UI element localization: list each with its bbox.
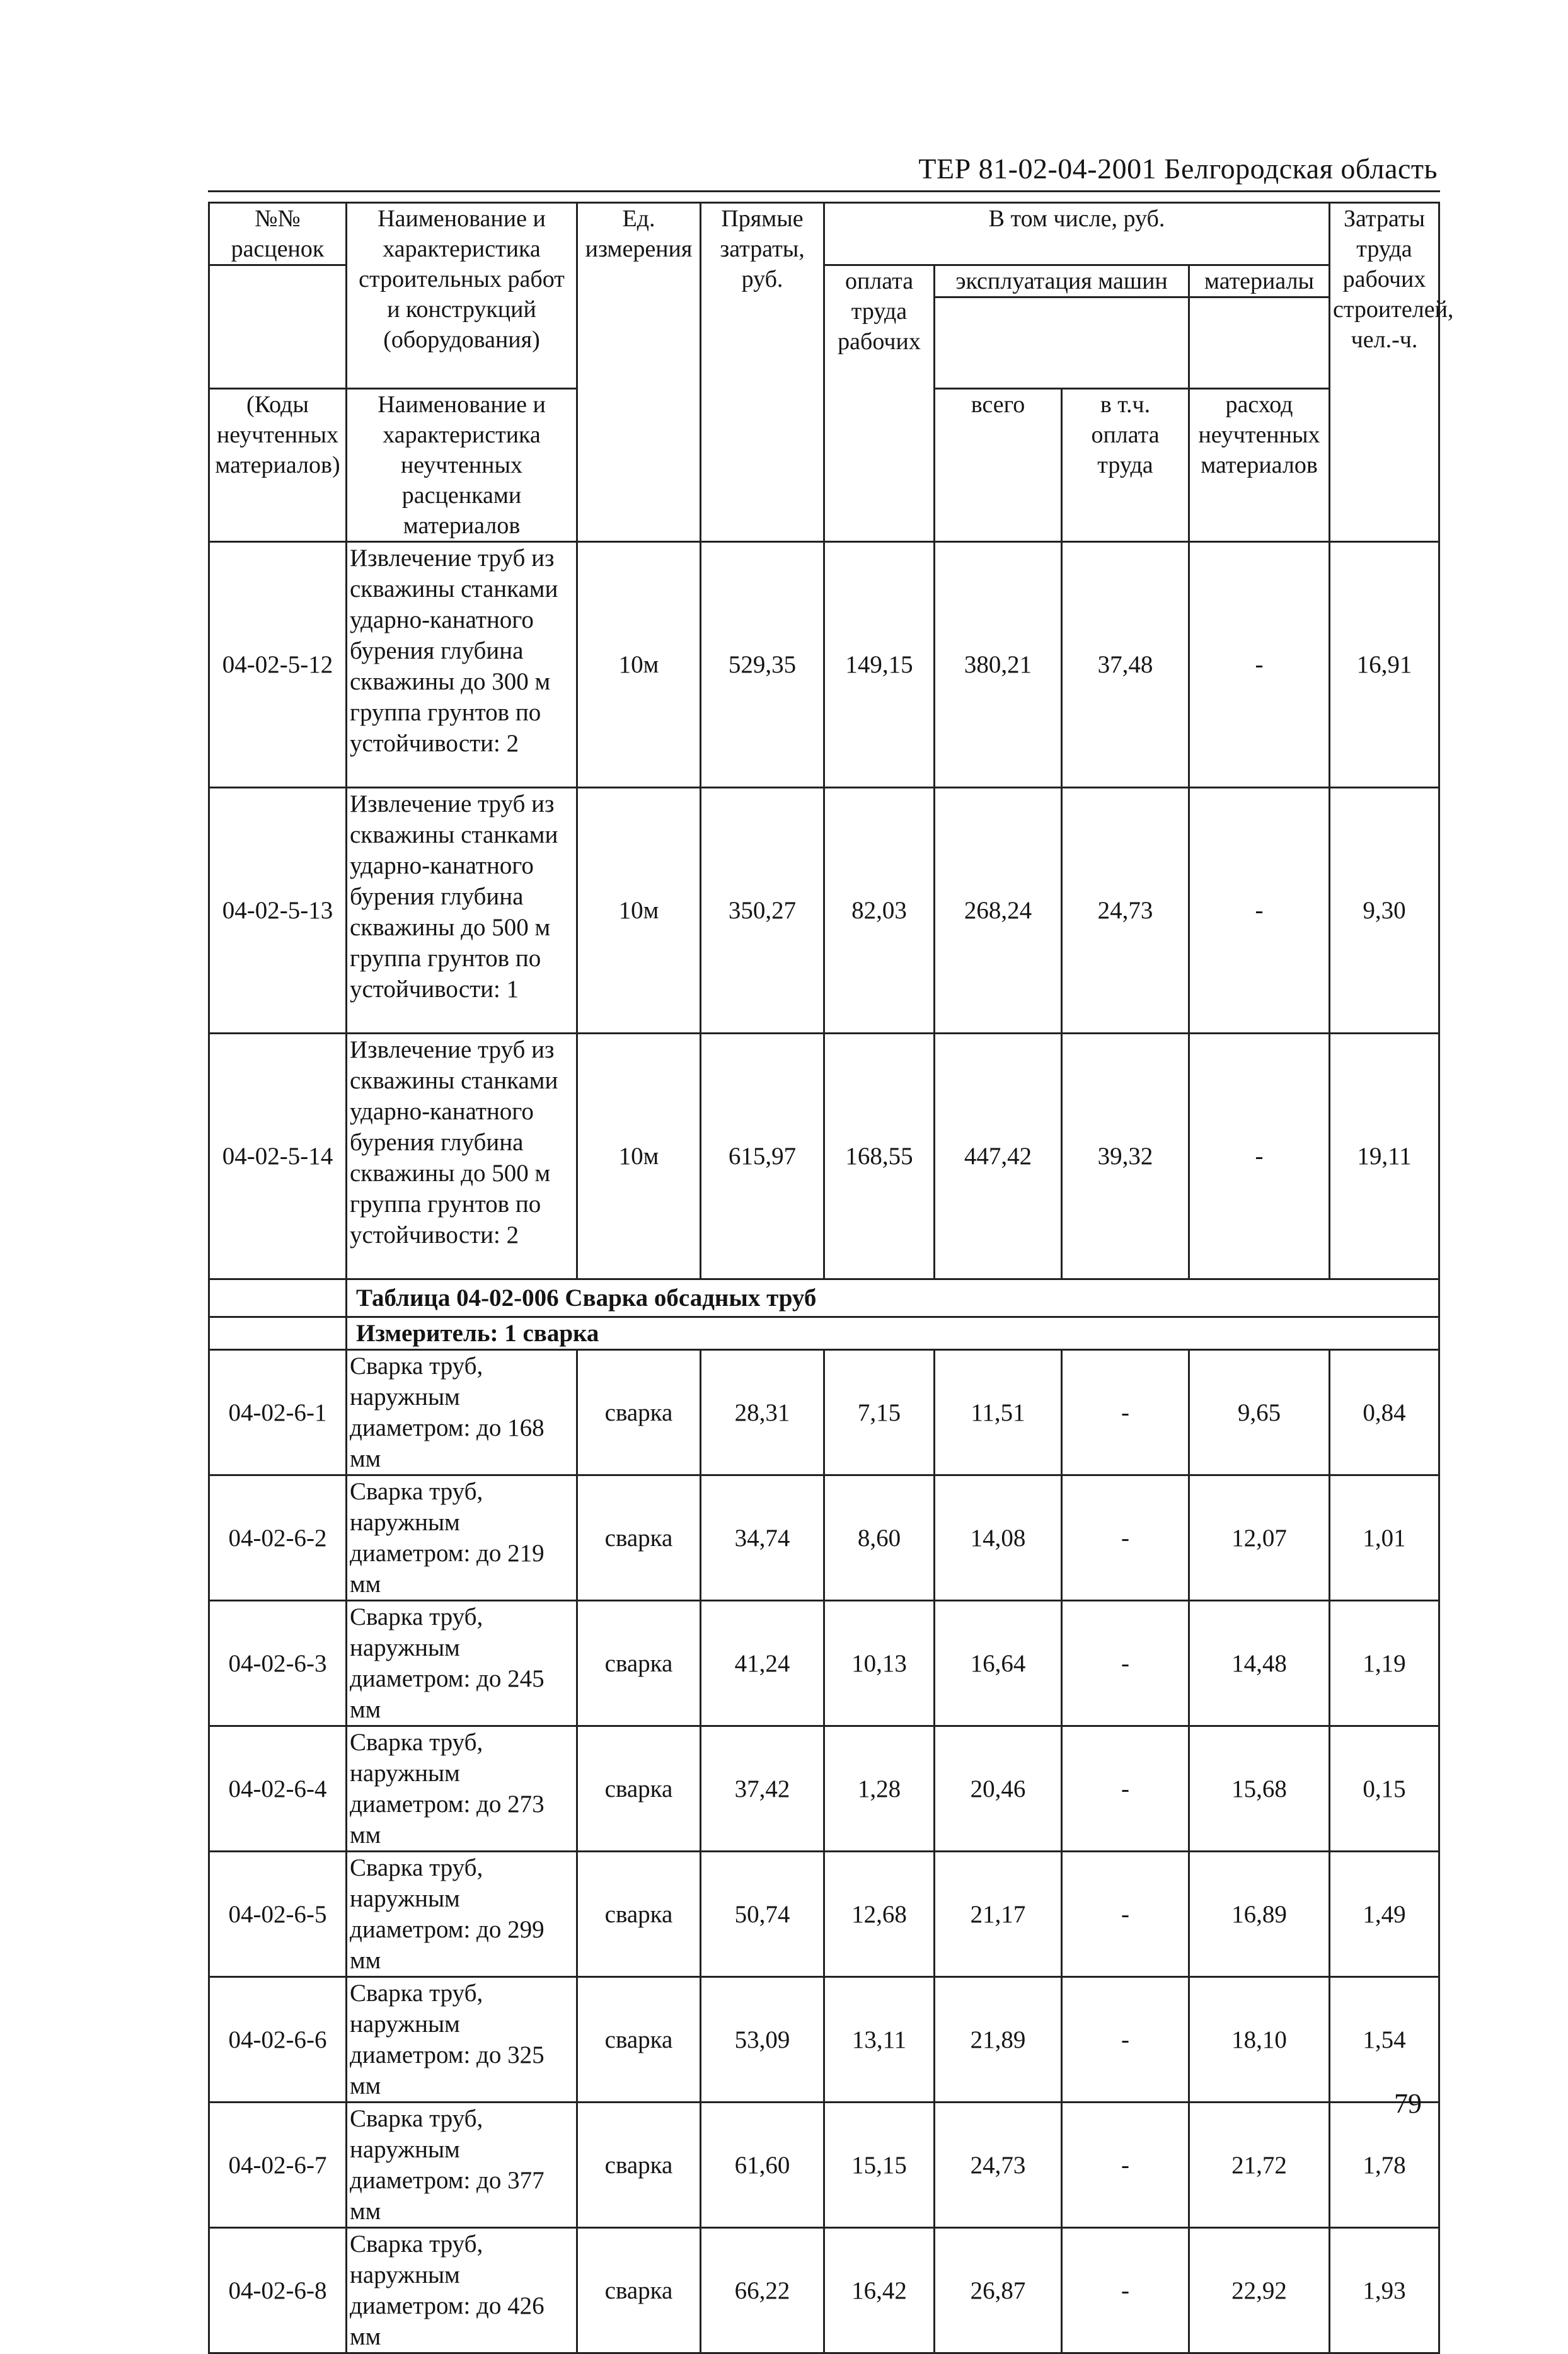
machines-labor: - [1062,1475,1189,1601]
header-materials: материалы [1189,265,1330,297]
machines-total: 24,73 [935,2103,1062,2228]
labor-pay: 1,28 [824,1726,935,1852]
work-name: Извлечение труб из скважины станками ударно-канатного бурения глубина скважины до 500 м группа грунтов по устойчивости: 1 [347,788,577,1034]
work-name: Извлечение труб из скважины станками ударно-канатного бурения глубина скважины до 300 м группа грунтов по устойчивости: 2 [347,542,577,788]
unit: сварка [577,2228,701,2353]
rates-table [208,202,1454,2354]
rate-code: 04-02-6-3 [209,1601,347,1726]
materials: - [1189,1034,1330,1279]
direct-costs: 615,97 [701,1034,824,1279]
unit: сварка [577,1977,701,2103]
table-row [209,788,1439,1034]
table-row [209,542,1439,788]
rate-code: 04-02-6-2 [209,1475,347,1601]
rate-code: 04-02-6-4 [209,1726,347,1852]
table-row [209,2103,1439,2228]
rate-code: 04-02-5-12 [209,542,347,788]
machines-total: 11,51 [935,1350,1062,1475]
table-row [209,2228,1439,2353]
labor-hours: 9,30 [1330,788,1439,1034]
table-row [209,1601,1439,1726]
work-name: Сварка труб, наружным диаметром: до 273 мм [347,1726,577,1852]
labor-pay: 8,60 [824,1475,935,1601]
header-machines-labor: в т.ч. оплата труда [1062,389,1189,542]
unit: сварка [577,1601,701,1726]
header-code-cont [209,265,347,389]
header-materials-unaccounted: расход неучтенных материалов [1189,389,1330,542]
header-materials-gap [1189,297,1330,389]
unit: 10м [577,1034,701,1279]
direct-costs: 37,42 [701,1726,824,1852]
labor-pay: 12,68 [824,1852,935,1977]
machines-total: 20,46 [935,1726,1062,1852]
direct-costs: 28,31 [701,1350,824,1475]
header-direct-costs: Прямые затраты, руб. [701,203,824,542]
table-row [209,1034,1439,1279]
machines-labor: - [1062,1726,1189,1852]
materials: - [1189,542,1330,788]
header-machines: эксплуатация машин [935,265,1189,297]
section-title-row [209,1279,1439,1317]
unit: сварка [577,1852,701,1977]
section-unit-row [209,1317,1439,1350]
machines-total: 14,08 [935,1475,1062,1601]
section-unit: Измеритель: 1 сварка [347,1317,1439,1350]
labor-hours: 1,49 [1330,1852,1439,1977]
header-group: В том числе, руб. [824,203,1330,265]
machines-total: 268,24 [935,788,1062,1034]
work-name: Сварка труб, наружным диаметром: до 426 мм [347,2228,577,2353]
materials: 15,68 [1189,1726,1330,1852]
page-header [208,140,1440,192]
unit: сварка [577,1475,701,1601]
direct-costs: 53,09 [701,1977,824,2103]
header-name: Наименование и характеристика строительных работ и конструкций (оборудования) [347,203,577,389]
table-row [209,1475,1439,1601]
unit: 10м [577,542,701,788]
table-row [209,1852,1439,1977]
labor-pay: 16,42 [824,2228,935,2353]
rate-code: 04-02-6-6 [209,1977,347,2103]
machines-labor: - [1062,1350,1189,1475]
work-name: Сварка труб, наружным диаметром: до 299 мм [347,1852,577,1977]
labor-hours: 1,78 [1330,2103,1439,2228]
document-title: ТЕР 81-02-04-2001 Белгородская область [918,153,1438,185]
machines-total: 26,87 [935,2228,1062,2353]
machines-labor: - [1062,1977,1189,2103]
labor-hours: 16,91 [1330,542,1439,788]
machines-total: 380,21 [935,542,1062,788]
header-labor-pay: оплата труда рабочих [824,265,935,542]
labor-hours: 1,54 [1330,1977,1439,2103]
materials: - [1189,788,1330,1034]
rate-code: 04-02-6-8 [209,2228,347,2353]
header-machines-total: всего [935,389,1062,542]
section-title-gap [209,1279,347,1317]
work-name: Сварка труб, наружным диаметром: до 168 мм [347,1350,577,1475]
direct-costs: 529,35 [701,542,824,788]
machines-labor: 39,32 [1062,1034,1189,1279]
unit: 10м [577,788,701,1034]
machines-total: 21,89 [935,1977,1062,2103]
machines-labor: - [1062,1601,1189,1726]
header-machines-gap [935,297,1189,389]
rate-code: 04-02-6-5 [209,1852,347,1977]
table-row [209,1977,1439,2103]
rate-code: 04-02-5-13 [209,788,347,1034]
direct-costs: 350,27 [701,788,824,1034]
direct-costs: 66,22 [701,2228,824,2353]
direct-costs: 34,74 [701,1475,824,1601]
machines-labor: - [1062,2228,1189,2353]
header-codes-unaccounted: (Коды неучтенных материалов) [209,389,347,542]
rate-code: 04-02-5-14 [209,1034,347,1279]
unit: сварка [577,1726,701,1852]
materials: 12,07 [1189,1475,1330,1601]
work-name: Сварка труб, наружным диаметром: до 219 мм [347,1475,577,1601]
machines-total: 21,17 [935,1852,1062,1977]
page-number: 79 [1394,2088,1422,2119]
labor-hours: 1,01 [1330,1475,1439,1601]
machines-labor: - [1062,1852,1189,1977]
header-labor-hours: Затраты труда рабочих строителей, чел.-ч. [1330,203,1439,542]
direct-costs: 61,60 [701,2103,824,2228]
unit: сварка [577,1350,701,1475]
table-row [209,1726,1439,1852]
labor-pay: 149,15 [824,542,935,788]
labor-pay: 7,15 [824,1350,935,1475]
work-name: Сварка труб, наружным диаметром: до 245 мм [347,1601,577,1726]
labor-hours: 0,15 [1330,1726,1439,1852]
labor-pay: 15,15 [824,2103,935,2228]
rate-code: 04-02-6-7 [209,2103,347,2228]
materials: 9,65 [1189,1350,1330,1475]
direct-costs: 41,24 [701,1601,824,1726]
labor-pay: 10,13 [824,1601,935,1726]
rate-code: 04-02-6-1 [209,1350,347,1475]
materials: 16,89 [1189,1852,1330,1977]
work-name: Извлечение труб из скважины станками ударно-канатного бурения глубина скважины до 500 м группа грунтов по устойчивости: 2 [347,1034,577,1279]
header-name-unaccounted: Наименование и характеристика неучтенных расценками материалов [347,389,577,542]
direct-costs: 50,74 [701,1852,824,1977]
header-code: №№ расценок [209,203,347,265]
header-unit: Ед. измерения [577,203,701,542]
labor-hours: 1,19 [1330,1601,1439,1726]
machines-total: 16,64 [935,1601,1062,1726]
labor-pay: 13,11 [824,1977,935,2103]
section-unit-gap [209,1317,347,1350]
materials: 21,72 [1189,2103,1330,2228]
materials: 14,48 [1189,1601,1330,1726]
machines-labor: - [1062,2103,1189,2228]
machines-labor: 37,48 [1062,542,1189,788]
machines-labor: 24,73 [1062,788,1189,1034]
labor-pay: 168,55 [824,1034,935,1279]
materials: 22,92 [1189,2228,1330,2353]
work-name: Сварка труб, наружным диаметром: до 325 мм [347,1977,577,2103]
table-row [209,1350,1439,1475]
labor-hours: 0,84 [1330,1350,1439,1475]
labor-hours: 19,11 [1330,1034,1439,1279]
section-title: Таблица 04-02-006 Сварка обсадных труб [347,1279,1439,1317]
labor-pay: 82,03 [824,788,935,1034]
labor-hours: 1,93 [1330,2228,1439,2353]
machines-total: 447,42 [935,1034,1062,1279]
work-name: Сварка труб, наружным диаметром: до 377 мм [347,2103,577,2228]
materials: 18,10 [1189,1977,1330,2103]
unit: сварка [577,2103,701,2228]
